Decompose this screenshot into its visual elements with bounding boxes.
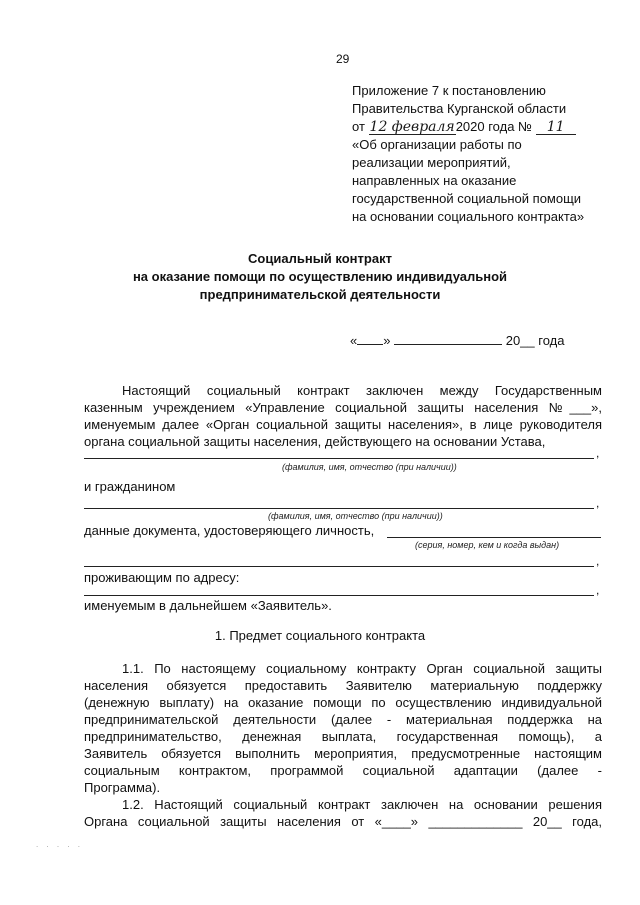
document-caption: (серия, номер, кем и когда выдан)	[415, 540, 560, 550]
annex-line: Правительства Курганской области	[352, 101, 567, 116]
handwritten-date: 12 февраля	[369, 119, 455, 135]
scan-specks: . . . . .	[36, 840, 84, 849]
annex-line: направленных на оказание	[352, 173, 517, 188]
comma: ,	[596, 554, 600, 568]
comma: ,	[596, 496, 600, 510]
paragraph-row: органа социальной защиты населения, действующего на основании Устава,	[84, 434, 546, 449]
section-title: 1. Предмет социального контракта	[214, 628, 426, 643]
document-fill-line	[387, 537, 601, 538]
annex-line: на основании социального контракта»	[352, 209, 585, 224]
address-label: проживающим по адресу:	[84, 570, 240, 585]
citizen-label: и гражданином	[84, 479, 176, 494]
annex-line: государственной социальной помощи	[352, 191, 582, 206]
day-blank	[357, 332, 383, 345]
fio-caption: (фамилия, имя, отчество (при наличии))	[268, 511, 443, 521]
clause-1-2	[84, 796, 602, 830]
comma: ,	[596, 583, 600, 597]
document-subtitle: на оказание помощи по осуществлению индивидуальной	[132, 269, 508, 284]
document-title: Социальный контракт	[248, 251, 392, 266]
clause-1-1	[84, 660, 602, 796]
paragraph-row: предпринимательской деятельности (далее - материальная поддержка на	[84, 712, 602, 727]
paragraph-row: казенным учреждением «Управление социальной защиты населения №___»,	[84, 400, 602, 415]
paragraph-row: 1.1. По настоящему социальному контракту Орган социальной защиты	[122, 661, 602, 676]
paragraph-row: предпринимательство, денежная выплата, государственная помощь), а	[84, 729, 602, 744]
paragraph-row: населения обязуется предоставить Заявителю материальную поддержку	[84, 678, 602, 693]
annex-block	[352, 82, 584, 226]
intro-paragraph	[84, 382, 602, 450]
document-subtitle: предпринимательской деятельности	[199, 287, 441, 302]
paragraph-row: Настоящий социальный контракт заключен между Государственным	[122, 383, 602, 398]
annex-line: Приложение 7 к постановлению	[352, 83, 546, 98]
document-label: данные документа, удостоверяющего личность,	[84, 523, 375, 538]
date-quote-open: «	[350, 333, 358, 348]
paragraph-row: социальным контрактом, программой социальной адаптации (далее -	[84, 763, 602, 778]
contract-date-line	[350, 332, 564, 348]
comma: ,	[596, 446, 600, 460]
paragraph-row: Заявитель обязуется выполнить мероприятия, предусмотренные настоящим	[84, 746, 602, 761]
annex-year: 2020 года №	[455, 119, 532, 134]
fio-caption: (фамилия, имя, отчество (при наличии))	[282, 462, 457, 472]
paragraph-row: именуемым далее «Орган социальной защиты населения», в лице руководителя	[84, 417, 602, 432]
paragraph-row: Программа).	[84, 780, 161, 795]
date-year: 20__ года	[505, 333, 565, 348]
month-blank	[394, 332, 502, 345]
fio-fill-line	[84, 458, 594, 459]
paragraph-row: (денежную выплату) на оказание помощи по осуществлению индивидуальной	[84, 695, 602, 710]
annex-date-line	[352, 118, 584, 136]
handwritten-number: 11	[536, 120, 576, 135]
date-quote-close: »	[383, 333, 391, 348]
annex-line: «Об организации работы по	[352, 137, 522, 152]
annex-from-label: от	[352, 119, 365, 134]
address-fill-line	[84, 595, 594, 596]
document-fill-line-2	[84, 566, 594, 567]
citizen-fill-line	[84, 508, 594, 509]
paragraph-row: 1.2. Настоящий социальный контракт заключен на основании решения	[122, 797, 602, 812]
applicant-label: именуемым в дальнейшем «Заявитель».	[84, 598, 332, 613]
page-number: 29	[336, 52, 350, 66]
paragraph-row: Органа социальной защиты населения от «____» _____________ 20__ года,	[84, 814, 602, 829]
annex-line: реализации мероприятий,	[352, 155, 511, 170]
